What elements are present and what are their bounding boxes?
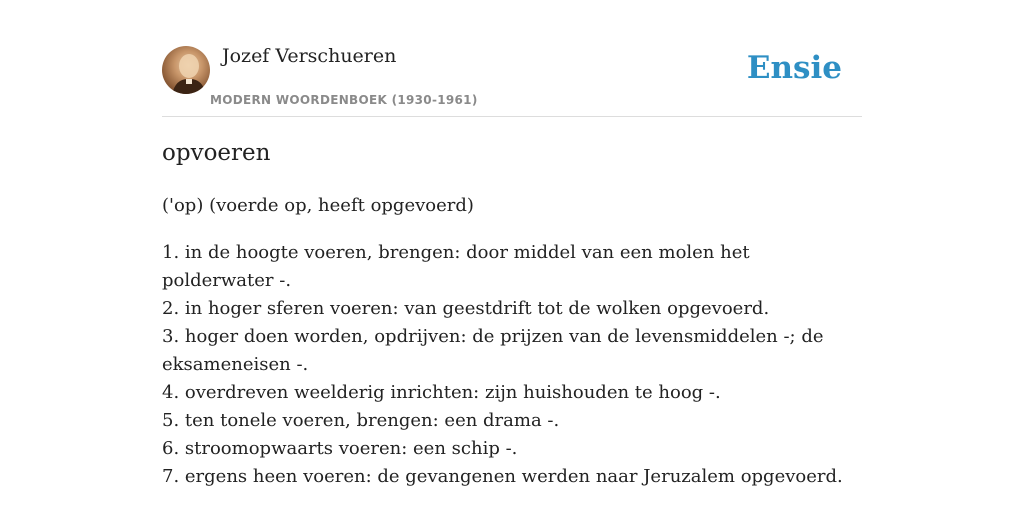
- author-name[interactable]: Jozef Verschueren: [222, 45, 397, 67]
- meaning-item: 2. in hoger sferen voeren: van geestdrift tot de wolken opgevoerd.: [162, 298, 770, 319]
- meaning-item: 1. in de hoogte voeren, brengen: door middel van een molen het polderwater -.: [162, 242, 750, 291]
- entry-header: [162, 0, 862, 117]
- headword: opvoeren: [162, 140, 271, 166]
- meaning-item: 4. overdreven weelderig inrichten: zijn huishouden te hoog -.: [162, 382, 721, 403]
- meaning-item: 5. ten tonele voeren, brengen: een drama -.: [162, 410, 560, 431]
- source-dictionary: MODERN WOORDENBOEK (1930-1961): [210, 93, 478, 107]
- meanings-list: [162, 239, 862, 491]
- grammar-info: ('op) (voerde op, heeft opgevoerd): [162, 195, 474, 216]
- meaning-item: 6. stroomopwaarts voeren: een schip -.: [162, 438, 518, 459]
- author-portrait-icon: [162, 46, 210, 94]
- meaning-item: 3. hoger doen worden, opdrijven: de prijzen van de levensmiddelen -; de eksameneisen -.: [162, 326, 824, 375]
- ensie-logo[interactable]: Ensie: [746, 50, 842, 86]
- author-avatar[interactable]: [162, 46, 210, 94]
- definition-card: [162, 0, 862, 512]
- meaning-item: 7. ergens heen voeren: de gevangenen werden naar Jeruzalem opgevoerd.: [162, 466, 843, 487]
